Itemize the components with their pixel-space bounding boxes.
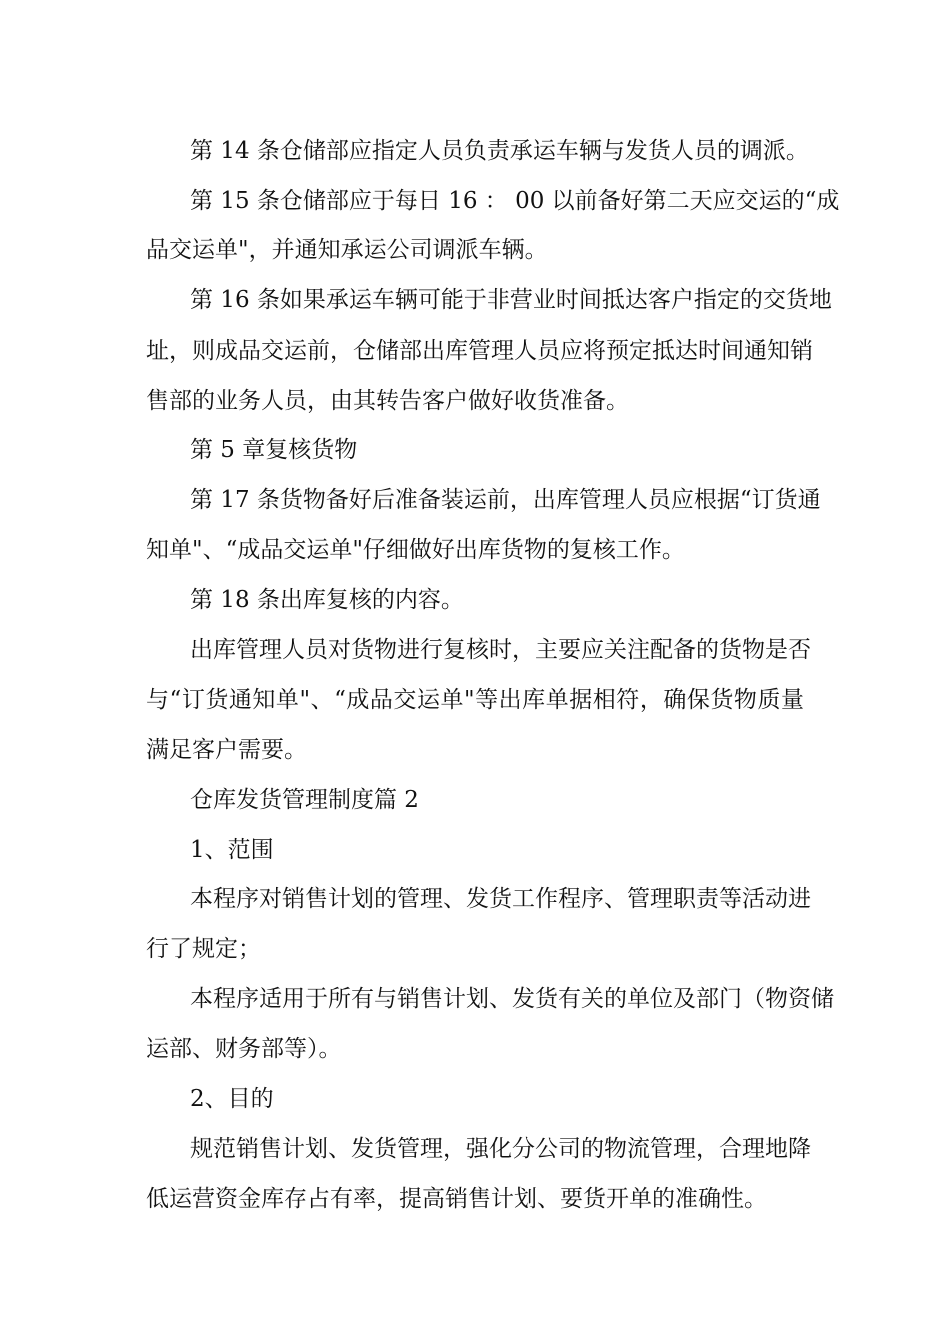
scope-line-2: 行了规定；: [146, 936, 261, 962]
purpose-line-1: 规范销售计划、发货管理，强化分公司的物流管理，合理地降: [190, 1136, 811, 1162]
article-16-line-2: 址，则成品交运前，仓储部出库管理人员应将预定抵达时间通知销: [146, 338, 813, 364]
purpose-heading: 2、目的: [190, 1086, 274, 1112]
scope-applicability-line-1: 本程序适用于所有与销售计划、发货有关的单位及部门（物资储: [190, 986, 834, 1012]
scope-line-1: 本程序对销售计划的管理、发货工作程序、管理职责等活动进: [190, 886, 811, 912]
article-18-body-line-3: 满足客户需要。: [146, 737, 307, 763]
article-15-line-1: 第 15 条仓储部应于每日 16 ： 00 以前备好第二天应交运的“成: [190, 188, 840, 214]
scope-heading: 1、范围: [190, 837, 274, 863]
article-15-line-2: 品交运单"，并通知承运公司调派车辆。: [146, 237, 548, 263]
article-17-line-1: 第 17 条货物备好后准备装运前，出库管理人员应根据“订货通: [190, 487, 821, 513]
article-16-line-3: 售部的业务人员，由其转告客户做好收货准备。: [146, 388, 629, 414]
article-16-line-1: 第 16 条如果承运车辆可能于非营业时间抵达客户指定的交货地: [190, 287, 832, 313]
article-14: 第 14 条仓储部应指定人员负责承运车辆与发货人员的调派。: [190, 138, 809, 164]
article-18: 第 18 条出库复核的内容。: [190, 587, 464, 613]
scope-applicability-line-2: 运部、财务部等）。: [146, 1036, 342, 1062]
article-18-body-line-2: 与“订货通知单"、“成品交运单"等出库单据相符，确保货物质量: [146, 687, 804, 713]
section-heading-part-2: 仓库发货管理制度篇 2: [190, 787, 419, 813]
purpose-line-2: 低运营资金库存占有率，提高销售计划、要货开单的准确性。: [146, 1186, 767, 1212]
article-17-line-2: 知单"、“成品交运单"仔细做好出库货物的复核工作。: [146, 537, 685, 563]
article-18-body-line-1: 出库管理人员对货物进行复核时，主要应关注配备的货物是否: [190, 637, 811, 663]
chapter-5-heading: 第 5 章复核货物: [190, 437, 358, 463]
